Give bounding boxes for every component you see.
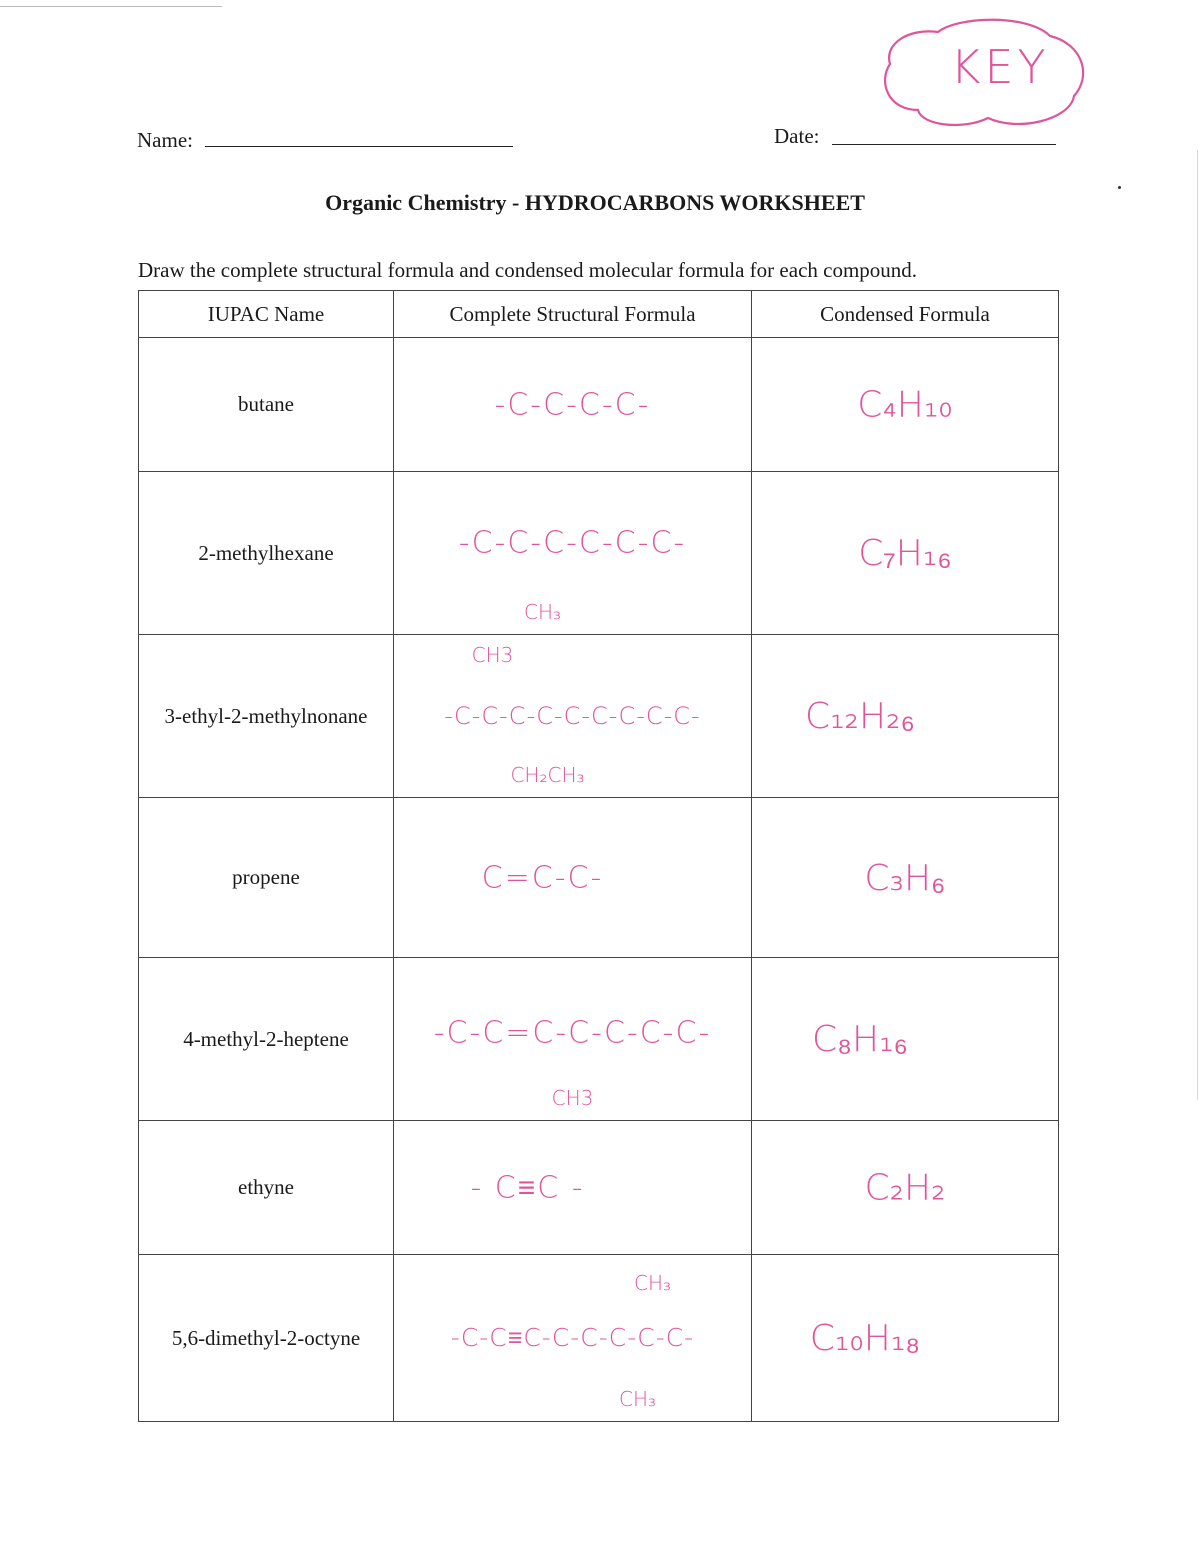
table-row [139,635,1059,798]
date-field[interactable] [832,144,1056,145]
header-condensed-formula: Condensed Formula [752,291,1059,338]
structural-formula-cell [394,338,752,472]
name-label: Name: [137,128,193,152]
structural-formula: -C-C-C-C-C-C-C-C-C- [444,702,701,730]
condensed-formula-cell [752,635,1059,798]
substituent-below: CH3 [551,1086,594,1110]
header-iupac-name: IUPAC Name [139,291,394,338]
scan-edge-line [1197,150,1198,1100]
condensed-formula: C₈H₁₆ [811,1019,909,1060]
structural-formula: -C-C=C-C-C-C-C- [433,1015,712,1051]
substituent-below: CH₂CH₃ [510,763,585,787]
compound-name: butane [139,338,394,472]
structural-formula: -C-C≡C-C-C-C-C-C- [450,1323,695,1352]
compound-name: ethyne [139,1121,394,1255]
compound-name: 3-ethyl-2-methylnonane [139,635,394,798]
table-row [139,1121,1059,1255]
structural-formula-cell [394,798,752,958]
condensed-formula: C₁₂H₂₆ [804,696,916,737]
date-label: Date: [774,124,820,148]
name-field[interactable] [205,146,513,147]
header-structural-formula: Complete Structural Formula [394,291,752,338]
compound-name: 4-methyl-2-heptene [139,958,394,1121]
compound-name: 5,6-dimethyl-2-octyne [139,1255,394,1422]
key-label: KEY [950,40,1050,94]
table-header-row [139,291,1059,338]
scan-edge-line [0,6,222,7]
table-row [139,798,1059,958]
condensed-formula-cell [752,338,1059,472]
condensed-formula: C₁₀H₁₈ [809,1318,921,1359]
structural-formula: -C-C-C-C-C-C- [458,525,687,561]
table-row [139,338,1059,472]
substituent-above: CH₃ [633,1271,672,1295]
table-row [139,472,1059,635]
instructions: Draw the complete structural formula and condensed molecular formula for each compound. [138,258,918,282]
worksheet-title: Organic Chemistry - HYDROCARBONS WORKSHEET [325,190,865,215]
table-row [139,958,1059,1121]
compound-name: 2-methylhexane [139,472,394,635]
condensed-formula: C₇H₁₆ [858,533,952,574]
condensed-formula-cell [752,798,1059,958]
condensed-formula-cell [752,958,1059,1121]
condensed-formula: C₂H₂ [864,1167,946,1208]
condensed-formula-cell [752,472,1059,635]
structural-formula: -C-C-C-C- [494,387,651,422]
scan-speck [1118,186,1121,189]
structural-formula-cell [394,472,752,635]
substituent-below: CH₃ [618,1387,657,1411]
condensed-formula-cell [752,1121,1059,1255]
substituent-below: CH₃ [523,600,562,624]
compound-name: propene [139,798,394,958]
structural-formula: C=C-C- [481,860,604,895]
structural-formula: - C≡C - [470,1170,585,1205]
table-row [139,1255,1059,1422]
structural-formula-cell [394,1121,752,1255]
condensed-formula: C₃H₆ [864,857,946,899]
condensed-formula: C₄H₁₀ [857,384,953,425]
substituent-above: CH3 [471,643,514,667]
condensed-formula-cell [752,1255,1059,1422]
hydrocarbon-table [138,290,1059,1422]
